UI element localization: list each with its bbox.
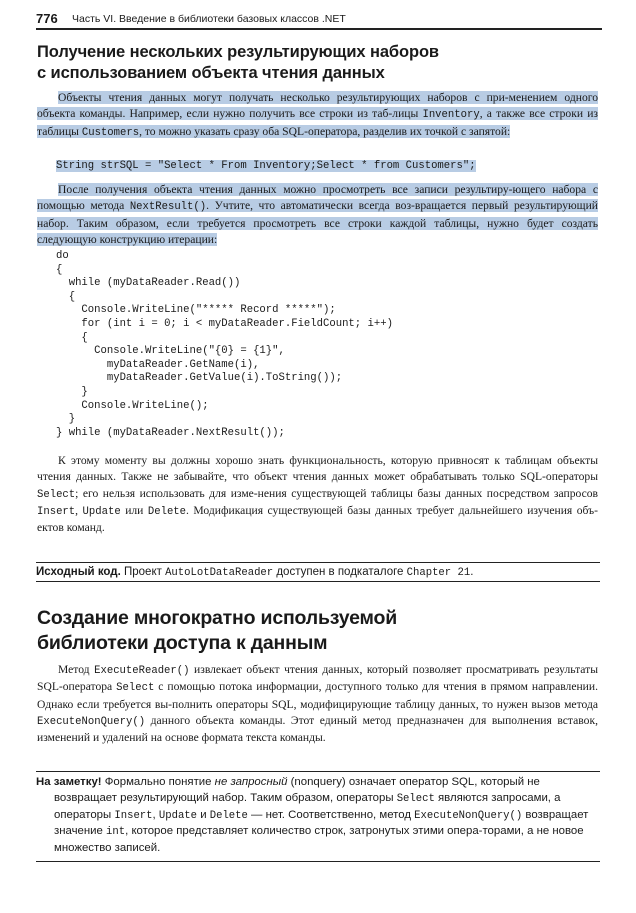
- code-line: {: [56, 263, 63, 276]
- code-line: {: [56, 290, 76, 303]
- code-line: myDataReader.GetName(i),: [56, 358, 260, 371]
- page-number: 776: [36, 11, 58, 26]
- section-heading-multiple-result-sets: [37, 42, 439, 84]
- note-label: На заметку!: [36, 776, 102, 788]
- selected-text[interactable]: Объекты чтения данных могут получать несколько результирующих наборов с при-менением одного объекта команды. Например, если нужно получить все строки из таб-лицы Inventory, а также все строки из таблицы Customers, то можно указать сразу оба SQL-оператора, разделив их точкой с запятой:: [37, 91, 599, 139]
- code-line: }: [56, 385, 88, 398]
- heading-line: с использованием объекта чтения данных: [37, 64, 385, 82]
- code-line: Console.WriteLine("{0} = {1}",: [56, 345, 285, 358]
- note-box: На заметку! Формально понятие не запросный (nonquery) означает оператор SQL, который не возвращает результирующий набор. Таким образом, операторы Select являются запросами, а операторы Insert, Update и Delete — нет. Соответственно, метод ExecuteNonQuery() возвращает значение int, которое представляет количество строк, затронутых этими опера-торами, а не новое множество записей.: [36, 771, 600, 862]
- running-title: Часть VI. Введение в библиотеки базовых классов .NET: [72, 13, 346, 25]
- source-code-label: Исходный код.: [36, 566, 121, 578]
- paragraph-intro[interactable]: [37, 90, 598, 141]
- source-code-box: Исходный код. Проект AutoLotDataReader доступен в подкаталоге Chapter 21.: [36, 562, 600, 582]
- code-line: for (int i = 0; i < myDataReader.FieldCount; i++): [56, 317, 393, 330]
- heading-line: Создание многократно используемой: [37, 607, 398, 629]
- code-line: } while (myDataReader.NextResult());: [56, 426, 285, 439]
- code-line: {: [56, 331, 88, 344]
- selected-text[interactable]: После получения объекта чтения данных можно просмотреть все записи результиру-ющего набора с помощью метода NextResult(). Учтите, что автоматически всегда воз-вращается первый результирующий набор. Таким образом, если требуется просмотреть все строки каждой таблицы, нужно будет создать следующую конструкцию итерации:: [37, 183, 598, 246]
- running-header: [36, 12, 602, 30]
- code-line: while (myDataReader.Read()): [56, 277, 241, 290]
- paragraph-execute-nonquery: Метод ExecuteReader() извлекает объект чтения данных, который позволяет просматривать результаты SQL-оператора Select с помощью потока информации, доступного только для чтения в прямом направлении. Однако если требуется вы-полнить операторы SQL, модифицирующие таблицу данных, то нужен вызов метода ExecuteNonQuery() данного объекта команды. Этот единый метод предназначен для выполнения вставок, изменений и удалений на основе формата текста команды.: [37, 663, 598, 745]
- heading-line: библиотеки доступа к данным: [37, 632, 328, 654]
- code-line: Console.WriteLine();: [56, 399, 209, 412]
- paragraph-next-result[interactable]: [37, 182, 598, 248]
- paragraph-reader-limits: К этому моменту вы должны хорошо знать функциональность, которую привносят к таблицам объекты чтения данных. Также не забывайте, что объект чтения данных может обрабатывать только SQL-операторы Select; его нельзя использовать для изме-нения существующей таблицы базы данных посредством запросов Insert, Update или Delete. Модификация существующей базы данных требует дальнейшего изучения объ-ектов команд.: [37, 454, 598, 535]
- section-heading-data-access-library: [37, 606, 397, 656]
- code-line: do: [56, 250, 69, 262]
- selected-code[interactable]: String strSQL = "Select * From Inventory;Select * from Customers";: [56, 160, 476, 172]
- code-iteration-loop: [56, 250, 393, 440]
- code-line: myDataReader.GetValue(i).ToString());: [56, 372, 343, 385]
- code-sql-string[interactable]: [56, 160, 476, 174]
- code-line: }: [56, 413, 76, 426]
- heading-line: Получение нескольких результирующих наборов: [37, 43, 439, 61]
- code-line: Console.WriteLine("***** Record *****");: [56, 304, 336, 317]
